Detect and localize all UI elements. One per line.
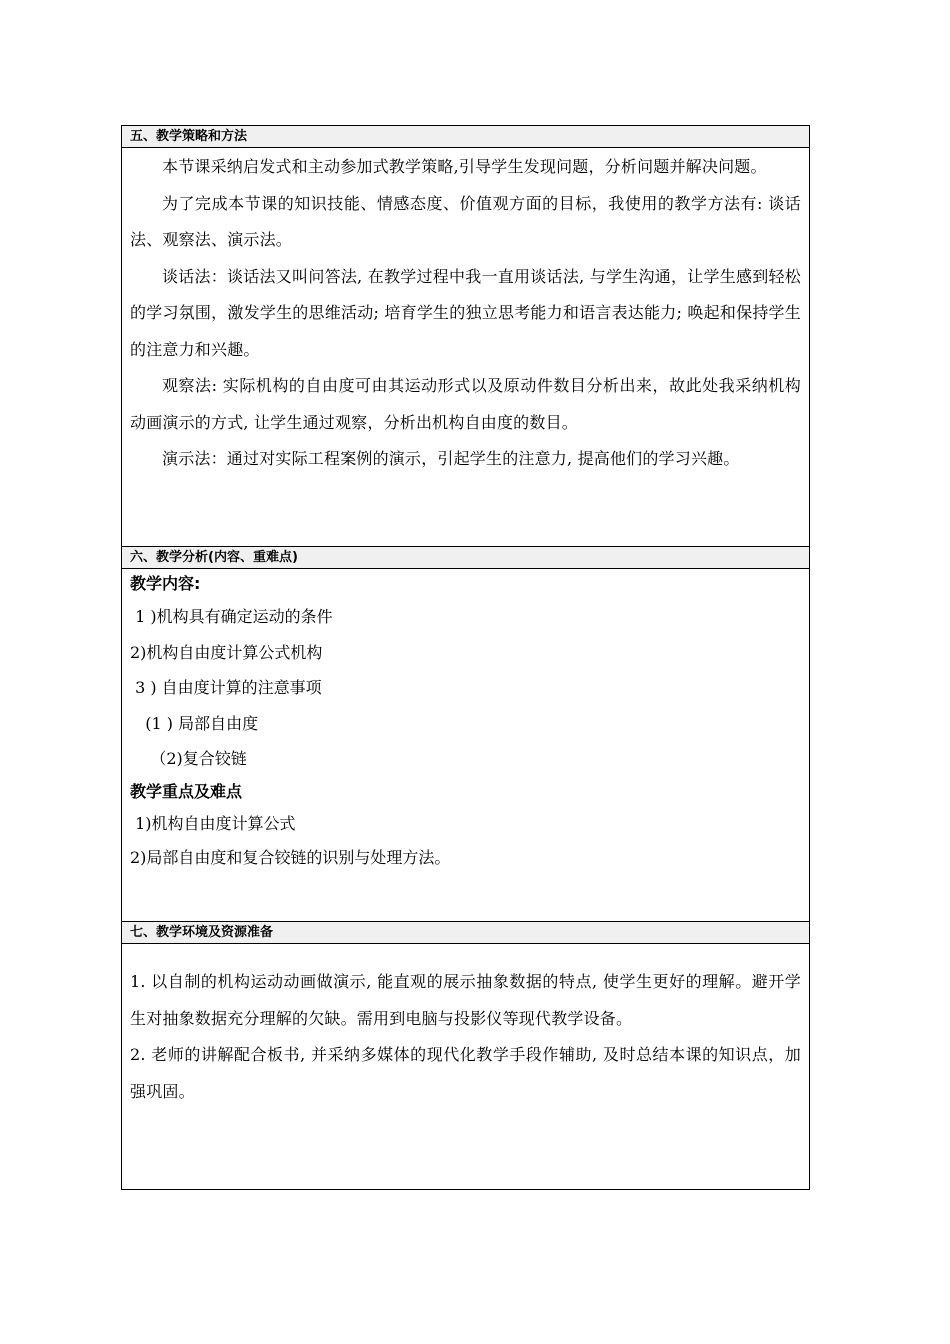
lesson-plan-table: [121, 125, 810, 1190]
section-5-header: 五、教学策略和方法: [122, 126, 809, 148]
content-item: (1 ) 局部自由度: [130, 713, 259, 733]
section-5-paragraph: 本节课采纳启发式和主动参加式教学策略,引导学生发现问题，分析问题并解决问题。: [162, 157, 767, 176]
content-item: 3 ) 自由度计算的注意事项: [130, 678, 322, 697]
content-item: 1 )机构具有确定运动的条件: [130, 607, 333, 626]
section-5-paragraph: 观察法: 实际机构的自由度可由其运动形式以及原动件数目分析出来，故此处我采纳机构动画演示的方式, 让学生通过观察，分析出机构自由度的数目。: [130, 376, 801, 432]
key-point-item: 2)局部自由度和复合铰链的识别与处理方法。: [130, 847, 451, 867]
section-7-paragraph: 2. 老师的讲解配合板书, 并采纳多媒体的现代化教学手段作辅助, 及时总结本课的知识点，加强巩固。: [130, 1045, 801, 1101]
content-title: 教学内容:: [130, 574, 201, 593]
section-7-header: 七、教学环境及资源准备: [122, 922, 809, 944]
spacer: [130, 944, 801, 964]
section-6-header: 六、教学分析(内容、重难点): [122, 547, 809, 569]
key-point-item: 1)机构自由度计算公式: [130, 813, 296, 833]
content-item: 2)机构自由度计算公式机构: [130, 642, 323, 662]
content-item: （2)复合铰链: [130, 749, 247, 768]
section-5-paragraph: 演示法：通过对实际工程案例的演示，引起学生的注意力, 提高他们的学习兴趣。: [162, 449, 740, 468]
section-7-paragraph: 1. 以自制的机构运动动画做演示, 能直观的展示抽象数据的特点, 使学生更好的理解。避开学生对抽象数据充分理解的欠缺。需用到电脑与投影仪等现代教学设备。: [130, 972, 801, 1028]
key-points-title: 教学重点及难点: [130, 781, 243, 801]
section-5-body: [122, 148, 809, 547]
section-7-body: [122, 944, 809, 1189]
section-5-paragraph: 为了完成本节课的知识技能、情感态度、价值观方面的目标，我使用的教学方法有: 谈话法、观察法、演示法。: [130, 193, 801, 249]
section-6-body: [122, 569, 809, 922]
section-5-paragraph: 谈话法：谈话法又叫问答法, 在教学过程中我一直用谈话法, 与学生沟通，让学生感到轻松的学习氛围，激发学生的思维活动; 培育学生的独立思考能力和语言表达能力; 唤起和保持学生的注意力和兴趣。: [130, 266, 801, 359]
